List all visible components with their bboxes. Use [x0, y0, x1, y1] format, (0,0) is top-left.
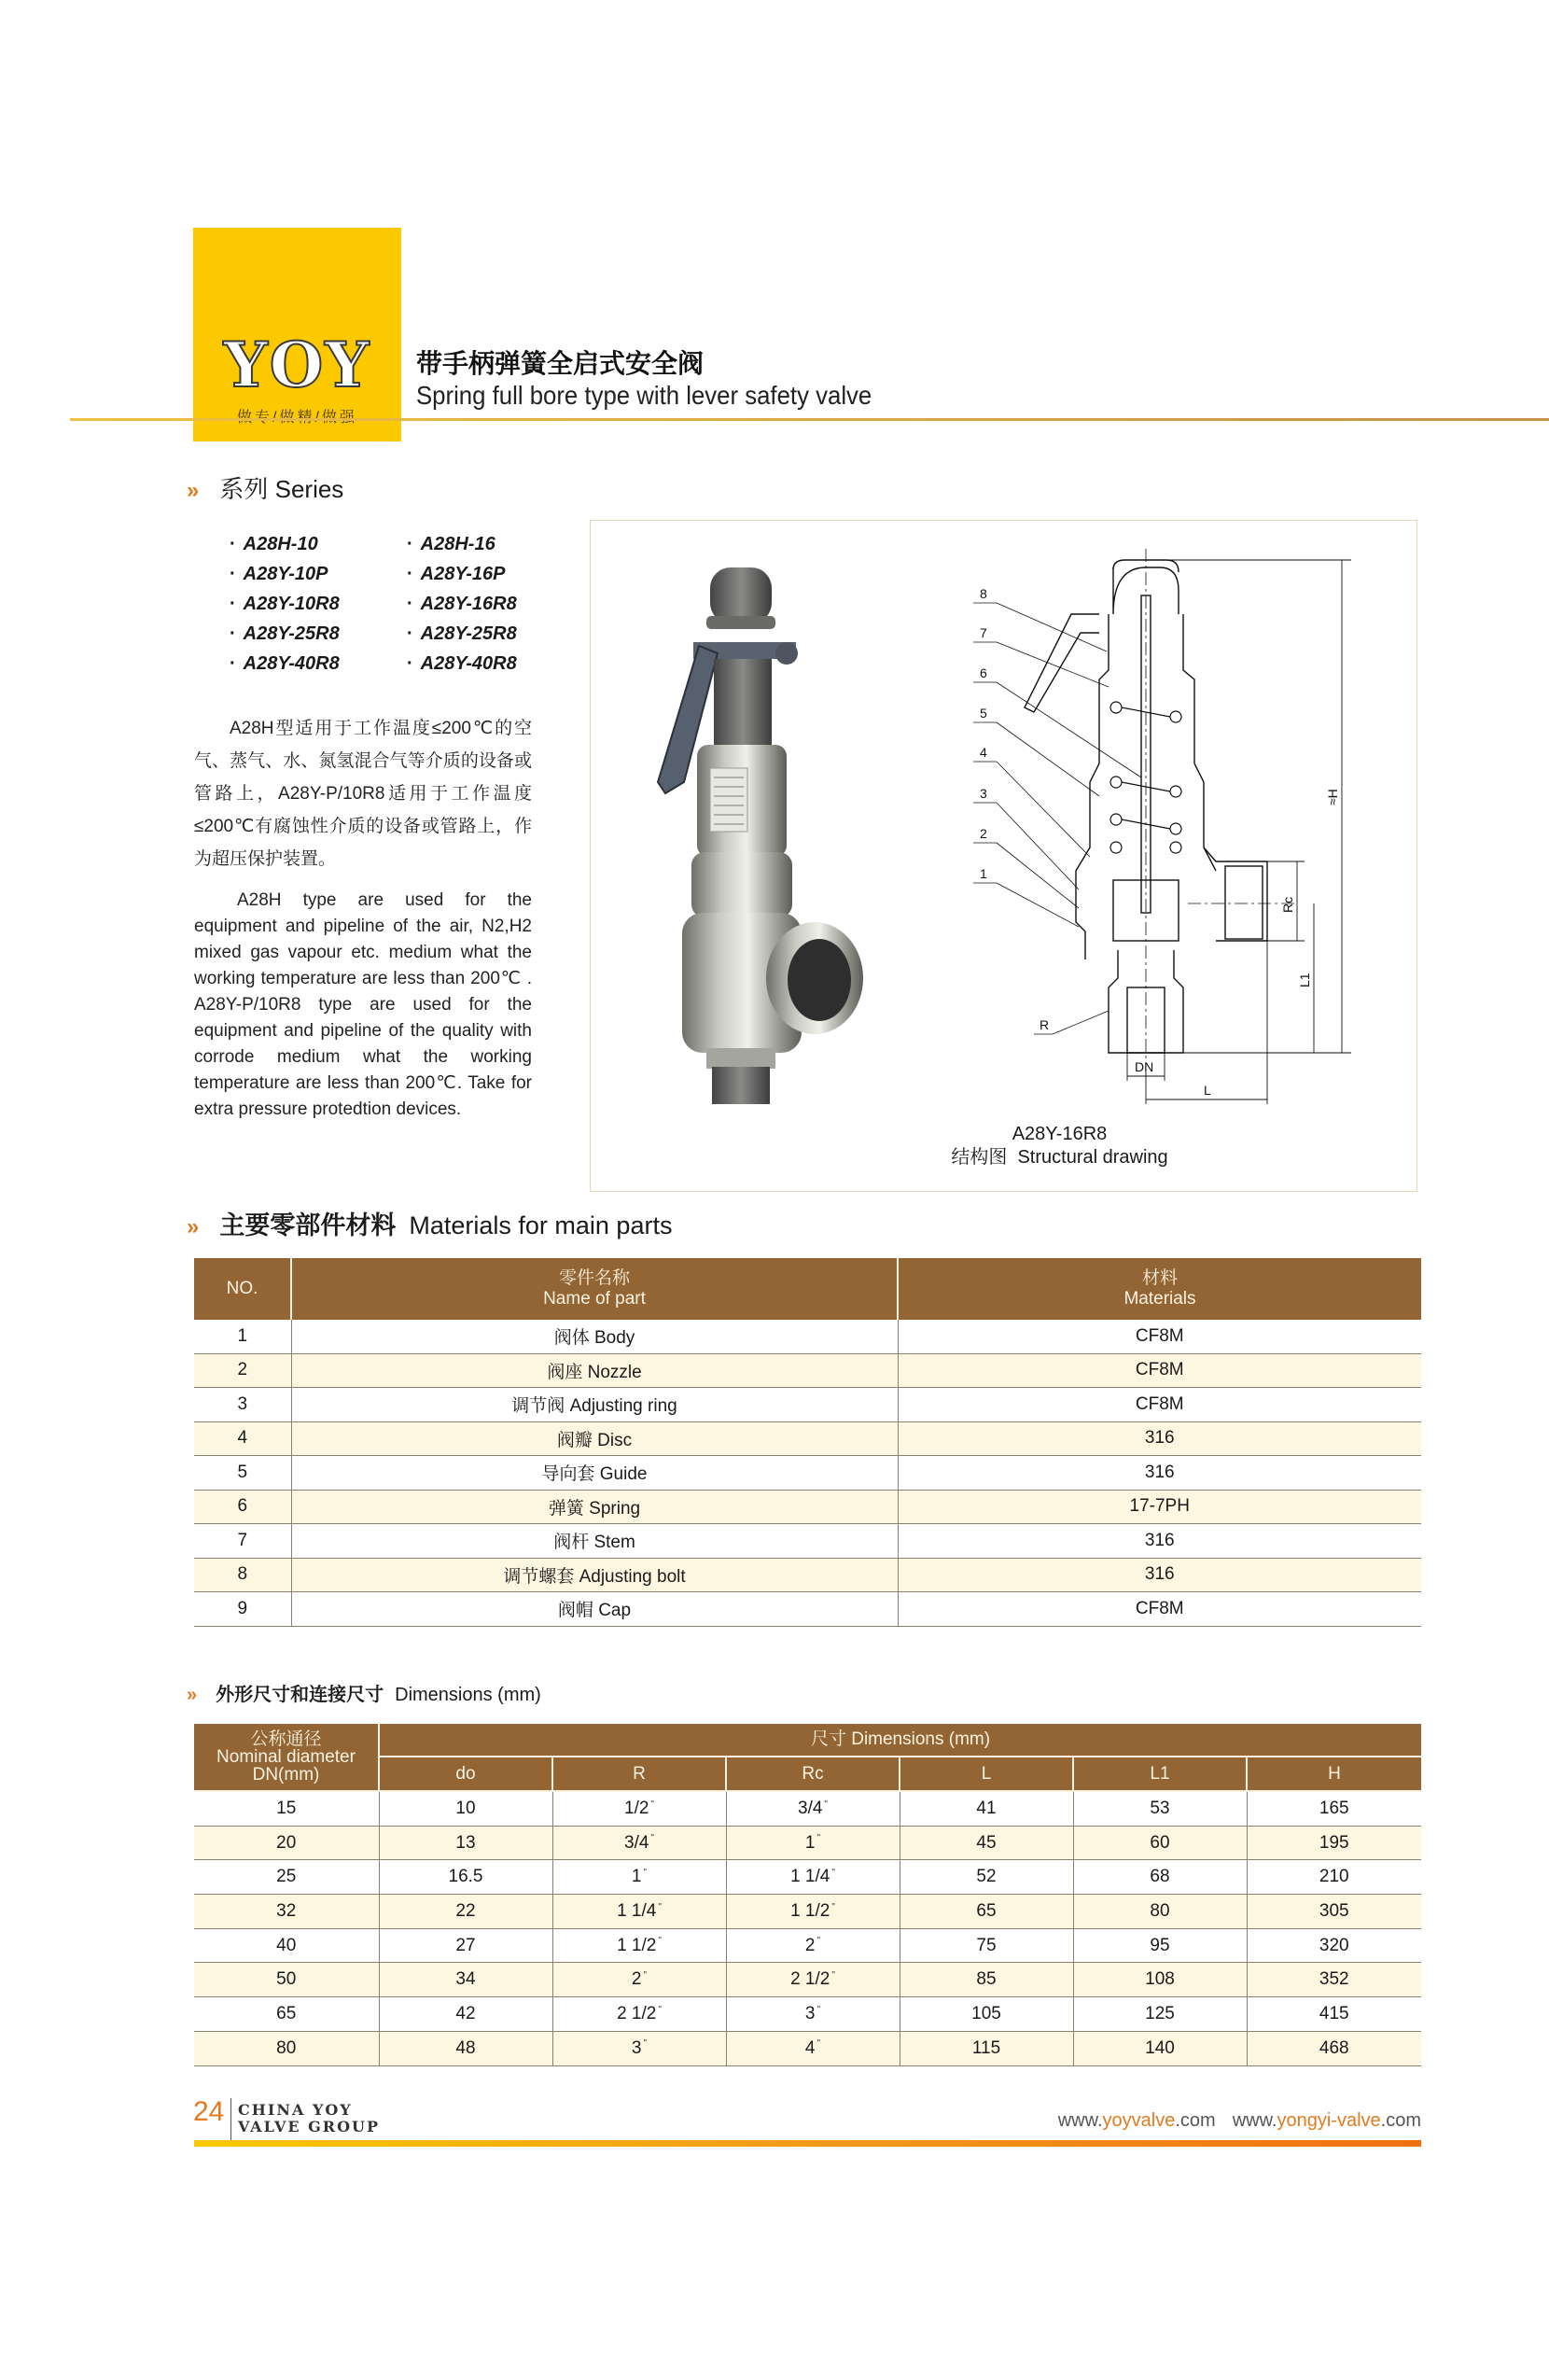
col-header-material-en: Materials	[1123, 1289, 1196, 1309]
double-chevron-icon: »	[187, 1685, 198, 1705]
cell-l1	[1073, 1963, 1247, 1997]
cell-value: 415	[1319, 2003, 1349, 2023]
page-number: 24	[193, 2096, 225, 2127]
bullet-icon: ·	[407, 594, 413, 614]
page-title-cn: 带手柄弹簧全启式安全阀	[416, 349, 705, 378]
dim-label-l1: L1	[1297, 973, 1312, 987]
cell-value: 42	[455, 2003, 476, 2023]
col-header-h: H	[1247, 1757, 1421, 1791]
callout-5: 5	[980, 706, 987, 721]
cell-l1	[1073, 1860, 1247, 1895]
col-header-l: L	[900, 1757, 1073, 1791]
url-yoyvalve[interactable]	[1058, 2110, 1216, 2131]
cell-no: 4	[194, 1421, 291, 1456]
cell-value: 53	[1150, 1798, 1170, 1818]
series-model: A28Y-25R8	[420, 623, 517, 644]
inch-mark: "	[658, 1901, 662, 1912]
series-heading	[187, 473, 343, 507]
cell-l	[900, 1826, 1073, 1860]
cell-value: 165	[1319, 1798, 1349, 1818]
cell-value: 3	[631, 2037, 642, 2058]
logo-wordmark: YOY	[223, 329, 371, 401]
materials-heading	[187, 1210, 672, 1243]
dimensions-table	[194, 1724, 1421, 2066]
series-item	[407, 532, 495, 556]
col-header-name	[291, 1258, 898, 1320]
cell-value: 65	[276, 2003, 297, 2023]
cell-value: 60	[1150, 1832, 1170, 1853]
dimensions-heading	[187, 1683, 541, 1707]
cell-value: 50	[276, 1969, 297, 1990]
cell-value: 41	[976, 1798, 997, 1818]
cell-part-name: 阀瓣 Disc	[291, 1421, 898, 1456]
col-header-material-cn: 材料	[1141, 1268, 1178, 1288]
bullet-icon: ·	[230, 594, 236, 614]
cell-value: 75	[976, 1935, 997, 1955]
table-row	[194, 1456, 1421, 1491]
cell-value: 85	[976, 1969, 997, 1990]
cell-material: 316	[898, 1524, 1421, 1559]
cell-r	[552, 2031, 726, 2065]
logo	[193, 228, 401, 441]
cell-value: 15	[276, 1798, 297, 1818]
inch-mark: "	[831, 1901, 835, 1912]
inch-mark: "	[824, 1799, 828, 1810]
cell-value: 25	[276, 1867, 297, 1887]
inch-mark: "	[643, 1867, 648, 1878]
double-chevron-icon: »	[187, 1214, 200, 1239]
url-2-suffix: .com	[1380, 2110, 1421, 2131]
cell-value: 80	[276, 2037, 297, 2058]
table-row	[194, 1963, 1421, 1997]
double-chevron-icon: »	[187, 478, 200, 503]
inch-mark: "	[816, 2004, 821, 2015]
cell-part-name: 调节螺套 Adjusting bolt	[291, 1558, 898, 1592]
cell-material: 316	[898, 1421, 1421, 1456]
cell-dn	[194, 1928, 379, 1963]
table-row	[194, 1353, 1421, 1388]
footer-divider	[230, 2098, 231, 2145]
footer-bar	[194, 2140, 1421, 2147]
cell-do	[379, 1963, 552, 1997]
series-heading-en: Series	[274, 475, 344, 503]
cell-part-name: 阀帽 Cap	[291, 1592, 898, 1627]
table-row	[194, 1558, 1421, 1592]
cell-value: 1 1/4	[617, 1900, 657, 1921]
series-item	[230, 562, 328, 586]
series-model: A28Y-10P	[243, 564, 328, 584]
figure-caption-cn: 结构图	[951, 1147, 1008, 1168]
cell-h	[1247, 1997, 1421, 2032]
cell-material: CF8M	[898, 1388, 1421, 1422]
cell-value: 2 1/2	[617, 2003, 657, 2023]
figure-caption	[591, 1146, 1416, 1169]
table-row	[194, 1320, 1421, 1353]
company-name-line-1: CHINA YOY	[238, 2101, 353, 2119]
dim-label-h: ≈H	[1325, 789, 1340, 805]
cell-do	[379, 1997, 552, 2032]
cell-value: 22	[455, 1900, 476, 1921]
cell-h	[1247, 1928, 1421, 1963]
company-name-line-2: VALVE GROUP	[238, 2118, 380, 2135]
cell-value: 1	[804, 1832, 816, 1853]
structural-drawing	[959, 549, 1398, 1109]
cell-value: 13	[455, 1832, 476, 1853]
dimensions-header-row-2	[194, 1757, 1421, 1791]
table-row	[194, 1388, 1421, 1422]
col-header-l1: L1	[1073, 1757, 1247, 1791]
callout-2: 2	[980, 826, 987, 841]
series-item	[230, 622, 340, 646]
table-row	[194, 1826, 1421, 1860]
cell-h	[1247, 1791, 1421, 1826]
cell-value: 210	[1319, 1867, 1349, 1887]
table-row	[194, 1928, 1421, 1963]
cell-material: 17-7PH	[898, 1490, 1421, 1524]
series-item	[407, 592, 517, 616]
cell-value: 140	[1145, 2037, 1175, 2058]
cell-value: 1 1/2	[790, 1900, 830, 1921]
url-2-name: yongyi-valve	[1277, 2110, 1381, 2131]
url-2-prefix: www.	[1232, 2110, 1277, 2131]
cell-l	[900, 2031, 1073, 2065]
cell-r	[552, 1895, 726, 1929]
cell-no: 2	[194, 1353, 291, 1388]
cell-value: 108	[1145, 1969, 1175, 1990]
cell-l	[900, 1963, 1073, 1997]
cell-part-name: 阀体 Body	[291, 1320, 898, 1353]
cell-r	[552, 1860, 726, 1895]
inch-mark: "	[650, 1799, 654, 1810]
inch-mark: "	[816, 1833, 821, 1844]
cell-l1	[1073, 1895, 1247, 1929]
bullet-icon: ·	[230, 534, 236, 554]
cell-material: CF8M	[898, 1592, 1421, 1627]
materials-heading-cn: 主要零部件材料	[219, 1211, 397, 1239]
cell-value: 20	[276, 1832, 297, 1853]
cell-value: 40	[276, 1935, 297, 1955]
cell-dn	[194, 1791, 379, 1826]
table-row	[194, 1791, 1421, 1826]
series-item	[407, 651, 517, 676]
cell-h	[1247, 1963, 1421, 1997]
url-1-prefix: www.	[1057, 2110, 1103, 2131]
cell-part-name: 阀座 Nozzle	[291, 1353, 898, 1388]
table-row	[194, 1421, 1421, 1456]
dim-label-dn: DN	[1135, 1059, 1154, 1074]
figure-caption-en: Structural drawing	[1017, 1147, 1168, 1168]
inch-mark: "	[658, 2004, 662, 2015]
cell-l	[900, 1928, 1073, 1963]
col-header-name-en: Name of part	[543, 1289, 646, 1309]
cell-l	[900, 1895, 1073, 1929]
inch-mark: "	[816, 2038, 821, 2050]
cell-value: 80	[1150, 1900, 1170, 1921]
cell-value: 3/4	[624, 1832, 649, 1853]
cell-value: 305	[1319, 1900, 1349, 1921]
cell-h	[1247, 1826, 1421, 1860]
cell-value: 1 1/2	[617, 1935, 657, 1955]
cell-value: 2 1/2	[790, 1969, 830, 1990]
series-model: A28Y-40R8	[243, 653, 340, 674]
bullet-icon: ·	[230, 623, 236, 644]
url-1-name: yoyvalve	[1102, 2110, 1176, 2131]
cell-part-name: 调节阀 Adjusting ring	[291, 1388, 898, 1422]
cell-value: 2	[631, 1969, 642, 1990]
cell-dn	[194, 1997, 379, 2032]
bullet-icon: ·	[407, 653, 413, 674]
materials-table	[194, 1258, 1421, 1627]
description-en-text: A28H type are used for the equipment and pipeline of the air, N2,H2 mixed gas vapour etc. medium what the working temperature are less than 200℃ . A28Y-P/10R8 type are used for the equipment and pipeline of the quality with corrode medium what the working temperature are less than 200℃. Take for extra pressure protedtion devices.	[194, 890, 532, 1119]
cell-h	[1247, 1895, 1421, 1929]
cell-part-name: 导向套 Guide	[291, 1456, 898, 1491]
col-header-dn	[194, 1724, 379, 1791]
bullet-icon: ·	[407, 534, 413, 554]
cell-material: 316	[898, 1558, 1421, 1592]
cell-value: 65	[976, 1900, 997, 1921]
materials-header-row	[194, 1258, 1421, 1320]
series-item	[407, 622, 517, 646]
inch-mark: "	[831, 1867, 835, 1878]
callout-6: 6	[980, 665, 987, 680]
table-row	[194, 1490, 1421, 1524]
cell-no: 7	[194, 1524, 291, 1559]
footer-urls	[1058, 2109, 1421, 2132]
inch-mark: "	[658, 1936, 662, 1947]
figure-model: A28Y-16R8	[1012, 1124, 1108, 1144]
callout-3: 3	[980, 786, 987, 801]
series-model: A28Y-16R8	[420, 594, 517, 614]
col-header-dimensions: 尺寸 Dimensions (mm)	[379, 1724, 1421, 1757]
cell-do	[379, 1928, 552, 1963]
cell-part-name: 阀杆 Stem	[291, 1524, 898, 1559]
cell-h	[1247, 2031, 1421, 2065]
cell-value: 16.5	[448, 1867, 483, 1887]
cell-value: 32	[276, 1900, 297, 1921]
cell-dn	[194, 1860, 379, 1895]
cell-rc	[726, 1860, 900, 1895]
cell-r	[552, 1826, 726, 1860]
cell-do	[379, 1791, 552, 1826]
callout-1: 1	[980, 866, 987, 881]
cell-value: 48	[455, 2037, 476, 2058]
cell-material: 316	[898, 1456, 1421, 1491]
cell-value: 115	[971, 2037, 1001, 2058]
cell-l1	[1073, 1826, 1247, 1860]
series-model: A28Y-10R8	[243, 594, 340, 614]
cell-value: 10	[455, 1798, 476, 1818]
col-header-material	[898, 1258, 1421, 1320]
cell-value: 320	[1319, 1935, 1349, 1955]
cell-l	[900, 1791, 1073, 1826]
table-row	[194, 2031, 1421, 2065]
series-item	[230, 532, 318, 556]
col-header-dn-unit: DN(mm)	[252, 1765, 320, 1785]
url-1-suffix: .com	[1175, 2110, 1216, 2131]
table-row	[194, 1997, 1421, 2032]
table-row	[194, 1524, 1421, 1559]
cell-l	[900, 1860, 1073, 1895]
cell-rc	[726, 1826, 900, 1860]
logo-tagline	[193, 405, 401, 427]
cell-rc	[726, 2031, 900, 2065]
valve-photo	[628, 549, 871, 1118]
cell-value: 68	[1150, 1867, 1170, 1887]
cell-h	[1247, 1860, 1421, 1895]
cell-no: 8	[194, 1558, 291, 1592]
cell-r	[552, 1928, 726, 1963]
inch-mark: "	[831, 1969, 835, 1981]
cell-do	[379, 2031, 552, 2065]
cell-rc	[726, 1963, 900, 1997]
bullet-icon: ·	[407, 623, 413, 644]
cell-material: CF8M	[898, 1353, 1421, 1388]
table-row	[194, 1860, 1421, 1895]
cell-value: 52	[976, 1867, 997, 1887]
cell-r	[552, 1963, 726, 1997]
cell-no: 5	[194, 1456, 291, 1491]
cell-value: 3	[804, 2003, 816, 2023]
cell-rc	[726, 1928, 900, 1963]
callout-7: 7	[980, 625, 987, 640]
dimensions-heading-en: Dimensions (mm)	[395, 1685, 541, 1705]
cell-dn	[194, 2031, 379, 2065]
inch-mark: "	[643, 2038, 648, 2050]
series-model: A28Y-16P	[420, 564, 506, 584]
description-en	[194, 888, 532, 1123]
callout-8: 8	[980, 586, 987, 601]
cell-material: CF8M	[898, 1320, 1421, 1353]
cell-value: 195	[1319, 1832, 1349, 1853]
callout-4: 4	[980, 745, 987, 760]
col-header-r: R	[552, 1757, 726, 1791]
cell-l1	[1073, 1997, 1247, 2032]
dim-label-r: R	[1040, 1017, 1050, 1032]
inch-mark: "	[643, 1969, 648, 1981]
bullet-icon: ·	[230, 564, 236, 584]
cell-no: 9	[194, 1592, 291, 1627]
cell-r	[552, 1997, 726, 2032]
cell-rc	[726, 1997, 900, 2032]
dimensions-heading-cn: 外形尺寸和连接尺寸	[216, 1685, 384, 1705]
series-model: A28Y-25R8	[243, 623, 340, 644]
url-yongyi-valve[interactable]	[1233, 2110, 1421, 2131]
cell-value: 105	[971, 2003, 1001, 2023]
figure-frame	[590, 520, 1417, 1192]
dim-label-l: L	[1204, 1083, 1211, 1098]
inch-mark: "	[650, 1833, 654, 1844]
series-model: A28H-10	[243, 534, 318, 554]
cell-dn	[194, 1963, 379, 1997]
table-row	[194, 1592, 1421, 1627]
description-cn: A28H型适用于工作温度≤200℃的空气、蒸气、水、氮氢混合气等介质的设备或管路上，A28Y-P/10R8适用于工作温度≤200℃有腐蚀性介质的设备或管路上，作为超压保护装置。	[194, 719, 532, 869]
cell-do	[379, 1826, 552, 1860]
dimensions-header-row-1	[194, 1724, 1421, 1757]
cell-value: 1/2	[624, 1798, 649, 1818]
header-rule	[70, 418, 1549, 421]
cell-l	[900, 1997, 1073, 2032]
col-header-name-cn: 零件名称	[558, 1268, 630, 1288]
cell-l1	[1073, 1791, 1247, 1826]
col-header-do: do	[379, 1757, 552, 1791]
cell-value: 34	[455, 1969, 476, 1990]
cell-value: 468	[1319, 2037, 1349, 2058]
cell-value: 4	[804, 2037, 816, 2058]
cell-no: 6	[194, 1490, 291, 1524]
bullet-icon: ·	[230, 653, 236, 674]
cell-value: 45	[976, 1832, 997, 1853]
dim-label-rc: Rc	[1280, 896, 1295, 913]
series-model: A28Y-40R8	[420, 653, 517, 674]
cell-value: 352	[1319, 1969, 1349, 1990]
col-header-dn-en: Nominal diameter	[216, 1747, 356, 1767]
cell-value: 125	[1145, 2003, 1175, 2023]
series-heading-cn: 系列	[219, 475, 269, 503]
cell-do	[379, 1895, 552, 1929]
page-title-en: Spring full bore type with lever safety valve	[416, 381, 872, 410]
cell-no: 1	[194, 1320, 291, 1353]
cell-do	[379, 1860, 552, 1895]
cell-dn	[194, 1826, 379, 1860]
cell-rc	[726, 1791, 900, 1826]
series-item	[230, 651, 340, 676]
col-header-dn-cn: 公称通径	[250, 1729, 322, 1749]
cell-l1	[1073, 1928, 1247, 1963]
cell-r	[552, 1791, 726, 1826]
col-header-rc: Rc	[726, 1757, 900, 1791]
table-row	[194, 1895, 1421, 1929]
cell-dn	[194, 1895, 379, 1929]
series-item	[230, 592, 340, 616]
inch-mark: "	[816, 1936, 821, 1947]
cell-value: 3/4	[798, 1798, 823, 1818]
cell-no: 3	[194, 1388, 291, 1422]
cell-value: 27	[455, 1935, 476, 1955]
bullet-icon: ·	[407, 564, 413, 584]
cell-value: 1	[631, 1867, 642, 1887]
cell-part-name: 弹簧 Spring	[291, 1490, 898, 1524]
materials-heading-en: Materials for main parts	[409, 1211, 673, 1239]
col-header-no: NO.	[194, 1258, 291, 1320]
cell-value: 1 1/4	[790, 1867, 830, 1887]
cell-l1	[1073, 2031, 1247, 2065]
series-item	[407, 562, 505, 586]
series-model: A28H-16	[420, 534, 495, 554]
cell-value: 95	[1150, 1935, 1170, 1955]
cell-rc	[726, 1895, 900, 1929]
cell-value: 2	[804, 1935, 816, 1955]
